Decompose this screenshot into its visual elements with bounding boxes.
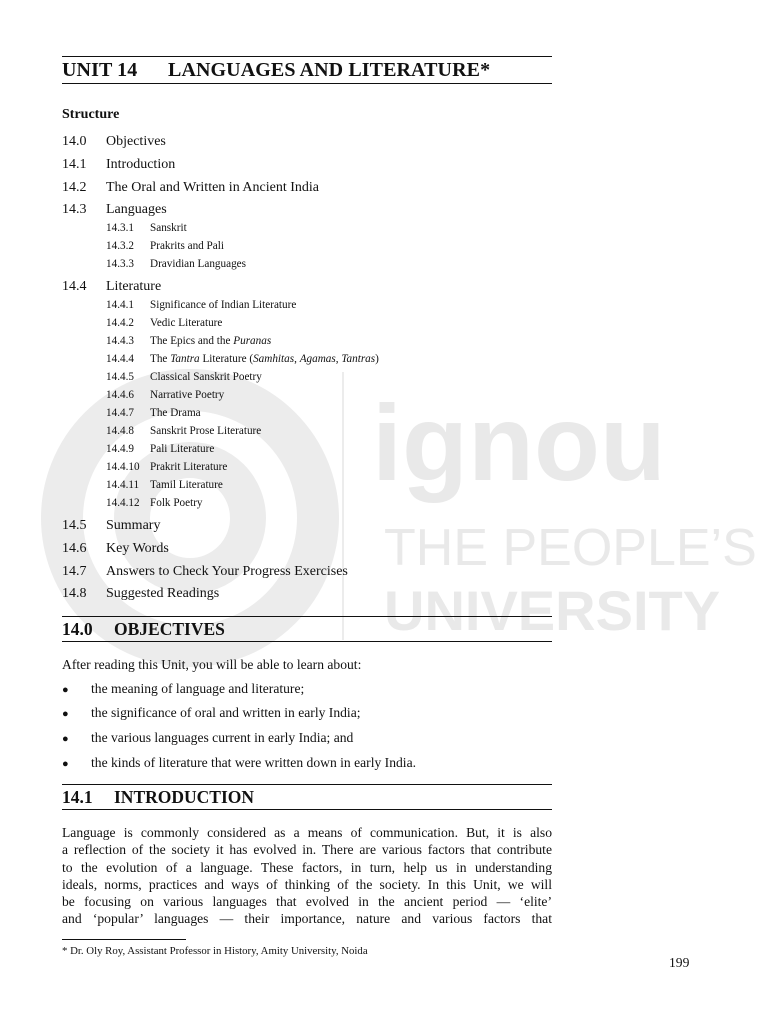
objectives-title: OBJECTIVES: [114, 619, 225, 639]
toc-entry-title: Introduction: [106, 157, 176, 172]
toc-entry-number: 14.4: [62, 279, 87, 294]
toc-entry-number: 14.4.7: [106, 407, 134, 419]
unit-title: [62, 56, 552, 84]
toc-entry-number: 14.6: [62, 541, 87, 556]
toc-entry-title: Languages: [106, 202, 167, 217]
toc-entry-title: Prakrit Literature: [150, 461, 228, 473]
toc-entry-title: The Drama: [150, 407, 201, 419]
toc-entry-title: Key Words: [106, 541, 169, 556]
watermark-peoples: THE PEOPLE’S: [384, 519, 757, 577]
toc-entry-number: 14.4.6: [106, 389, 134, 401]
toc-entry-number: 14.4.8: [106, 425, 134, 437]
objectives-heading: [62, 616, 552, 642]
toc-entry-title: Dravidian Languages: [150, 258, 246, 270]
toc-entry-title: Vedic Literature: [150, 317, 223, 329]
toc-entry-title: Prakrits and Pali: [150, 240, 224, 252]
toc-entry-number: 14.4.1: [106, 299, 134, 311]
toc-entry-title: The Tantra Literature (Samhitas, Agamas, Tantras): [150, 353, 379, 365]
footnote: * Dr. Oly Roy, Assistant Professor in History, Amity University, Noida: [62, 945, 368, 957]
footnote-rule: [62, 939, 186, 940]
toc-entry-number: 14.3.2: [106, 240, 134, 252]
toc-entry-number: 14.7: [62, 564, 87, 579]
page-number: 199: [669, 955, 690, 970]
toc-entry-number: 14.4.11: [106, 479, 140, 491]
watermark-ignou: ignou: [372, 382, 666, 503]
toc-entry-number: 14.4.3: [106, 335, 134, 347]
toc-entry-number: 14.5: [62, 518, 87, 533]
objectives-number: 14.0: [62, 619, 93, 639]
introduction-title: INTRODUCTION: [114, 787, 255, 807]
toc-entry-title: The Oral and Written in Ancient India: [106, 180, 320, 195]
objectives-intro: After reading this Unit, you will be able to learn about:: [62, 657, 362, 672]
unit-name: LANGUAGES AND LITERATURE*: [168, 59, 491, 81]
toc-entry-title: Suggested Readings: [106, 586, 220, 601]
introduction-paragraph: Language is commonly considered as a means of communication. But, it is also a reflection of the society it has evolved in. There are various factors that contribute to the evolution of a language. These factors, in turn, help us in understanding ideals, norms, practices and ways of thinking of the society. In this Unit, we will be focusing on various languages that evolved in the ancient period — ‘elite’ and ‘popular’ languages — their importance, nature and various factors that: [62, 825, 552, 927]
toc-entry-number: 14.3: [62, 202, 87, 217]
toc-entry-title: The Epics and the Puranas: [150, 335, 272, 347]
toc-entry-title: Summary: [106, 518, 161, 533]
structure-heading: Structure: [62, 107, 120, 122]
toc-entry-title: Classical Sanskrit Poetry: [150, 371, 262, 383]
toc-entry-number: 14.0: [62, 134, 87, 149]
introduction-number: 14.1: [62, 787, 93, 807]
toc-entry-title: Sanskrit: [150, 222, 187, 234]
toc-entry-title: Sanskrit Prose Literature: [150, 425, 262, 437]
toc-entry-number: 14.4.4: [106, 353, 134, 365]
toc-entry-number: 14.8: [62, 586, 87, 601]
toc-entry-number: 14.4.12: [106, 497, 140, 509]
toc-entry-number: 14.3.1: [106, 222, 134, 234]
toc-entry-number: 14.3.3: [106, 258, 134, 270]
toc-entry-title: Pali Literature: [150, 443, 215, 455]
toc-entry-title: Tamil Literature: [150, 479, 223, 491]
introduction-heading: [62, 784, 552, 810]
toc-entry-title: Literature: [106, 279, 162, 294]
toc-entry-title: Folk Poetry: [150, 497, 203, 509]
toc-entry-number: 14.4.2: [106, 317, 134, 329]
watermark-university: UNIVERSITY: [384, 579, 721, 642]
toc-entry-number: 14.4.5: [106, 371, 134, 383]
toc-entry-title: Significance of Indian Literature: [150, 299, 297, 311]
toc-entry-number: 14.4.9: [106, 443, 134, 455]
toc-entry-number: 14.2: [62, 180, 87, 195]
toc-entry-title: Objectives: [106, 134, 166, 149]
toc-entry-title: Narrative Poetry: [150, 389, 225, 401]
toc-entry-number: 14.4.10: [106, 461, 140, 473]
toc-entry-title: Answers to Check Your Progress Exercises: [106, 564, 348, 579]
toc-entry-number: 14.1: [62, 157, 87, 172]
unit-number: UNIT 14: [62, 59, 138, 81]
